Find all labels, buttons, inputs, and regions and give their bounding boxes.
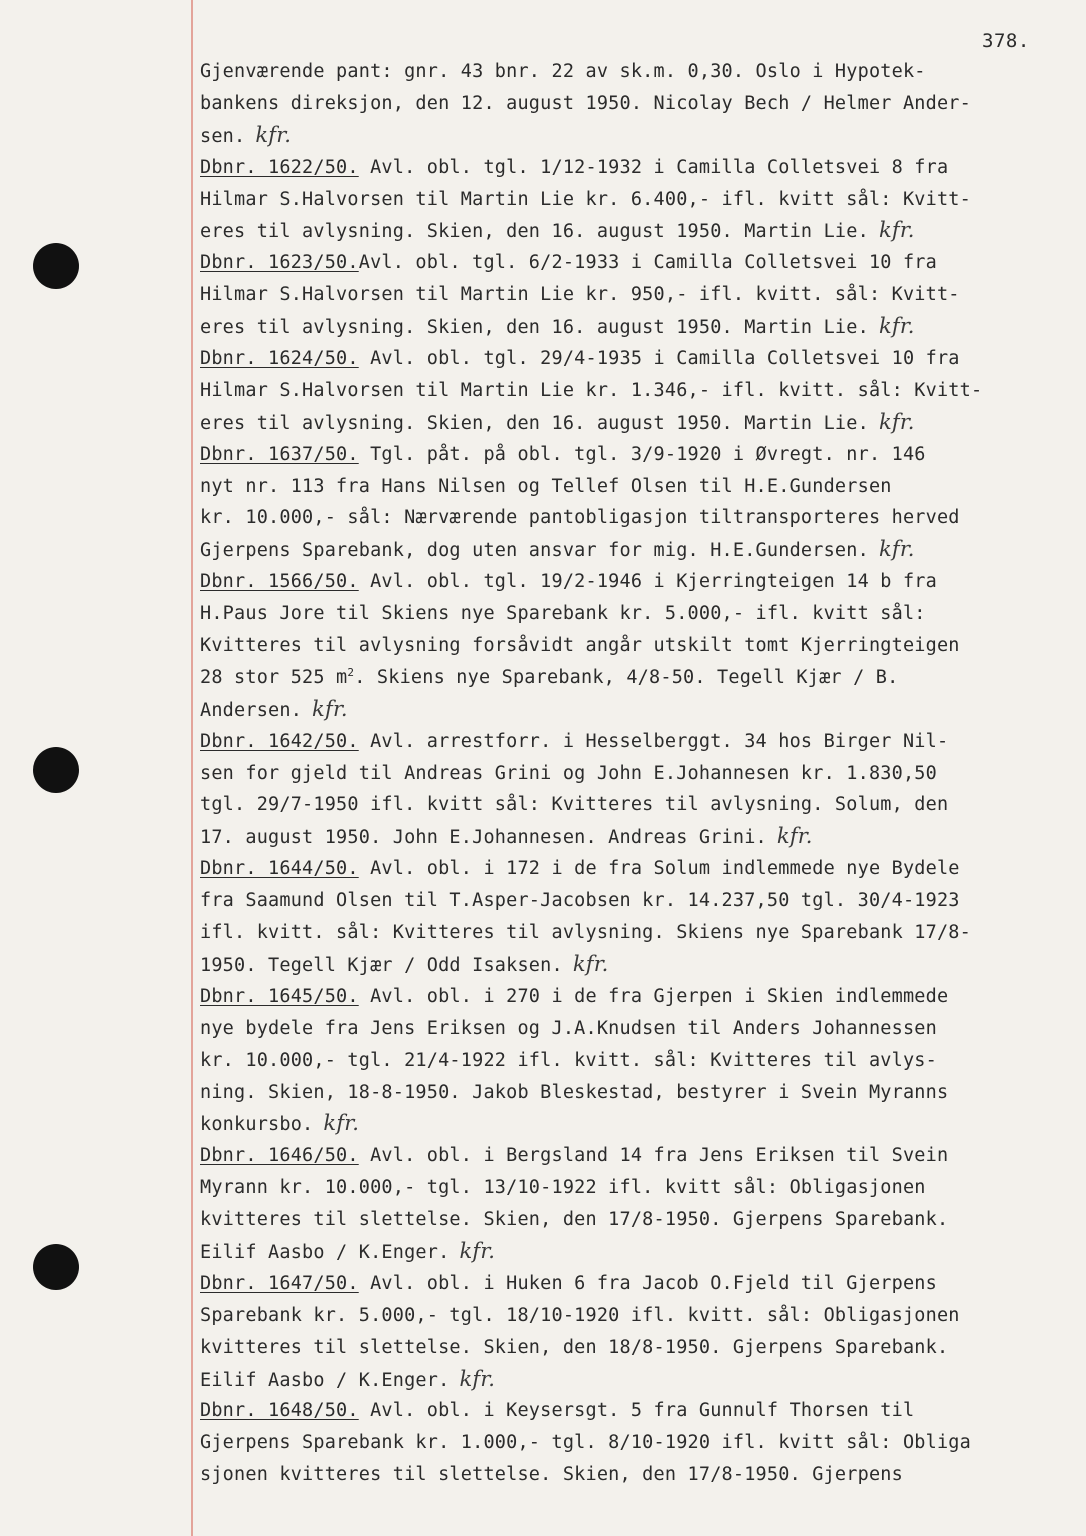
text-line: [200, 184, 1080, 216]
line-text: Avl. obl. i Bergsland 14 fra Jens Eriksen til Svein: [358, 1145, 949, 1167]
text-line: [200, 1332, 1080, 1364]
ledger-text: [200, 56, 1080, 1491]
superscript: 2: [347, 665, 355, 679]
line-text: fra Saamund Olsen til T.Asper-Jacobsen kr. 14.237,50 tgl. 30/4-1923: [200, 890, 960, 912]
line-text: sen for gjeld til Andreas Grini og John E.Johannesen kr. 1.830,50: [200, 762, 937, 784]
line-text: Avl. obl. tgl. 1/12-1932 i Camilla Colletsvei 8 fra: [358, 156, 949, 178]
line-text: Kvitteres til avlysning forsåvidt angår utskilt tomt Kjerringteigen: [200, 635, 960, 657]
line-text: ifl. kvitt. sål: Kvitteres til avlysning. Skiens nye Sparebank 17/8-: [200, 922, 971, 944]
line-text: kr. 10.000,- sål: Nærværende pantobligasjon tiltransporteres herved: [200, 507, 960, 529]
text-line: [200, 789, 1080, 821]
punch-hole-middle: [33, 747, 79, 793]
text-line: [200, 1459, 1080, 1491]
handwritten-initials: kfr.: [878, 218, 915, 243]
line-text: eres til avlysning. Skien, den 16. august 1950. Martin Lie.: [200, 412, 869, 434]
entry-line: [200, 247, 1080, 279]
entry-reference: Dbnr. 1624/50.: [200, 348, 359, 370]
line-text: kvitteres til slettelse. Skien, den 17/8-1950. Gjerpens Sparebank.: [200, 1209, 949, 1231]
line-text: eres til avlysning. Skien, den 16. august 1950. Martin Lie.: [200, 221, 869, 243]
text-line: [200, 534, 1080, 566]
entry-line: [200, 853, 1080, 885]
entry-reference: Dbnr. 1622/50.: [200, 156, 359, 178]
line-text: kr. 10.000,- tgl. 21/4-1922 ifl. kvitt. sål: Kvitteres til avlys-: [200, 1049, 937, 1071]
entry-reference: Dbnr. 1642/50.: [200, 730, 359, 752]
handwritten-initials: kfr.: [572, 951, 609, 976]
text-line: [200, 1364, 1080, 1396]
line-text: Sparebank kr. 5.000,- tgl. 18/10-1920 ifl. kvitt. sål: Obligasjonen: [200, 1304, 960, 1326]
line-text: Hilmar S.Halvorsen til Martin Lie kr. 950,- ifl. kvitt. sål: Kvitt-: [200, 284, 960, 306]
text-line: [200, 1300, 1080, 1332]
entry-reference: Dbnr. 1646/50.: [200, 1145, 359, 1167]
text-line: [200, 758, 1080, 790]
handwritten-initials: kfr.: [255, 122, 292, 147]
handwritten-initials: kfr.: [776, 824, 813, 849]
line-text: Hilmar S.Halvorsen til Martin Lie kr. 6.400,- ifl. kvitt sål: Kvitt-: [200, 188, 971, 210]
line-text: Eilif Aasbo / K.Enger.: [200, 1369, 450, 1391]
entry-reference: Dbnr. 1645/50.: [200, 985, 359, 1007]
line-text: nyt nr. 113 fra Hans Nilsen og Tellef Olsen til H.E.Gundersen: [200, 475, 892, 497]
line-text: Avl. obl. tgl. 19/2-1946 i Kjerringteigen 14 b fra: [358, 571, 937, 593]
handwritten-initials: kfr.: [878, 537, 915, 562]
text-line: [200, 311, 1080, 343]
text-line: [200, 56, 1080, 88]
line-text: Andersen.: [200, 699, 303, 721]
entry-line: [200, 726, 1080, 758]
line-text: eres til avlysning. Skien, den 16. august 1950. Martin Lie.: [200, 317, 869, 339]
line-text: Myrann kr. 10.000,- tgl. 13/10-1922 ifl. kvitt sål: Obligasjonen: [200, 1177, 926, 1199]
line-text: konkursbo.: [200, 1114, 314, 1136]
line-text: ning. Skien, 18-8-1950. Jakob Bleskestad, bestyrer i Svein Myranns: [200, 1081, 949, 1103]
text-line: [200, 215, 1080, 247]
text-line: [200, 1013, 1080, 1045]
punch-hole-top: [33, 243, 79, 289]
text-line: [200, 279, 1080, 311]
entry-reference: Dbnr. 1644/50.: [200, 858, 359, 880]
punch-hole-bottom: [33, 1244, 79, 1290]
text-line: [200, 1427, 1080, 1459]
line-text: H.Paus Jore til Skiens nye Sparebank kr. 5.000,- ifl. kvitt sål:: [200, 603, 926, 625]
text-line: [200, 1204, 1080, 1236]
entry-reference: Dbnr. 1566/50.: [200, 571, 359, 593]
line-text: Avl. obl. i Huken 6 fra Jacob O.Fjeld til Gjerpens: [358, 1272, 937, 1294]
text-line: [200, 694, 1080, 726]
line-text: tgl. 29/7-1950 ifl. kvitt sål: Kvitteres til avlysning. Solum, den: [200, 794, 949, 816]
line-text: Hilmar S.Halvorsen til Martin Lie kr. 1.346,- ifl. kvitt. sål: Kvitt-: [200, 379, 983, 401]
text-line: [200, 821, 1080, 853]
line-text: Avl. obl. i 172 i de fra Solum indlemmede nye Bydele: [358, 858, 960, 880]
handwritten-initials: kfr.: [323, 1111, 360, 1136]
text-line: [200, 407, 1080, 439]
entry-line: [200, 566, 1080, 598]
line-text: 17. august 1950. John E.Johannesen. Andreas Grini.: [200, 827, 767, 849]
text-line: [200, 471, 1080, 503]
entry-line: [200, 439, 1080, 471]
text-line: [200, 917, 1080, 949]
line-text: bankens direksjon, den 12. august 1950. Nicolay Bech / Helmer Ander-: [200, 92, 971, 114]
line-text: Gjerpens Sparebank, dog uten ansvar for mig. H.E.Gundersen.: [200, 540, 869, 562]
text-line: [200, 598, 1080, 630]
text-line: [200, 1236, 1080, 1268]
entry-line: [200, 1140, 1080, 1172]
text-line: [200, 375, 1080, 407]
text-line: [200, 630, 1080, 662]
text-line: [200, 1077, 1080, 1109]
handwritten-initials: kfr.: [312, 696, 348, 721]
entry-reference: Dbnr. 1647/50.: [200, 1272, 359, 1294]
line-text: kvitteres til slettelse. Skien, den 18/8-1950. Gjerpens Sparebank.: [200, 1336, 949, 1358]
entry-reference: Dbnr. 1637/50.: [200, 443, 359, 465]
line-text-after: . Skiens nye Sparebank, 4/8-50. Tegell Kjær / B.: [354, 666, 899, 688]
text-line: [200, 1108, 1080, 1140]
text-line: [200, 1172, 1080, 1204]
line-text: Eilif Aasbo / K.Enger.: [200, 1241, 450, 1263]
line-text: 28 stor 525 m: [200, 666, 348, 688]
text-line: [200, 120, 1080, 152]
margin-line: [191, 0, 193, 1536]
line-text: 1950. Tegell Kjær / Odd Isaksen.: [200, 954, 563, 976]
line-text: Gjenværende pant: gnr. 43 bnr. 22 av sk.m. 0,30. Oslo i Hypotek-: [200, 61, 926, 82]
entry-reference: Dbnr. 1648/50.: [200, 1400, 359, 1422]
line-text: Avl. obl. i 270 i de fra Gjerpen i Skien indlemmede: [358, 985, 949, 1007]
line-text: sjonen kvitteres til slettelse. Skien, den 17/8-1950. Gjerpens: [200, 1464, 903, 1486]
entry-reference: Dbnr. 1623/50.: [200, 252, 359, 274]
text-line: [200, 88, 1080, 120]
line-text: nye bydele fra Jens Eriksen og J.A.Knudsen til Anders Johannessen: [200, 1017, 937, 1039]
line-text: sen.: [200, 125, 246, 147]
handwritten-initials: kfr.: [459, 1366, 496, 1391]
line-text: Avl. obl. tgl. 29/4-1935 i Camilla Colletsvei 10 fra: [358, 348, 960, 370]
text-line: [200, 502, 1080, 534]
entry-line: [200, 152, 1080, 184]
entry-line: [200, 1268, 1080, 1300]
page-number: 378.: [982, 30, 1030, 52]
line-text: Tgl. påt. på obl. tgl. 3/9-1920 i Øvregt. nr. 146: [358, 443, 926, 465]
text-line: [200, 949, 1080, 981]
text-line: [200, 1045, 1080, 1077]
handwritten-initials: kfr.: [878, 409, 915, 434]
text-line: [200, 662, 1080, 694]
handwritten-initials: kfr.: [878, 314, 915, 339]
line-text: Avl. obl. tgl. 6/2-1933 i Camilla Colletsvei 10 fra: [358, 252, 937, 274]
handwritten-initials: kfr.: [459, 1238, 496, 1263]
entry-line: [200, 343, 1080, 375]
line-text: Avl. arrestforr. i Hesselberggt. 34 hos Birger Nil-: [358, 730, 949, 752]
entry-line: [200, 1395, 1080, 1427]
line-text: Gjerpens Sparebank kr. 1.000,- tgl. 8/10-1920 ifl. kvitt sål: Obliga: [200, 1432, 971, 1454]
text-line: [200, 885, 1080, 917]
line-text: Avl. obl. i Keysersgt. 5 fra Gunnulf Thorsen til: [358, 1400, 915, 1422]
entry-line: [200, 981, 1080, 1013]
